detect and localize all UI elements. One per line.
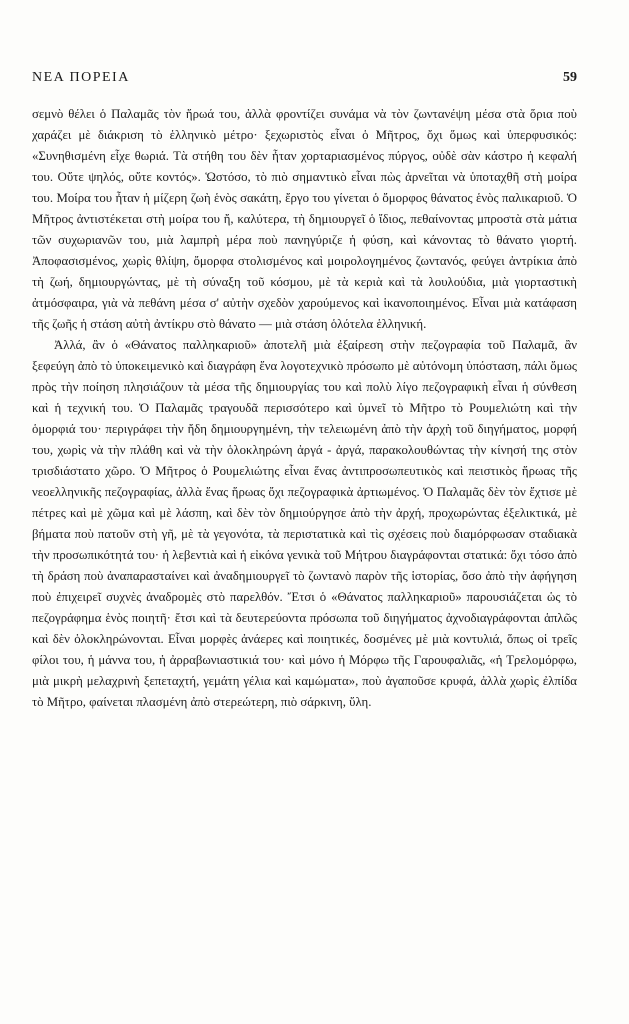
paragraph-2: Ἀλλά, ἂν ὁ «Θάνατος παλληκαριοῦ» ἀποτελῆ μιὰ ἐξαίρεση στὴν πεζογραφία τοῦ Παλαμᾶ, ἂν ξεφεύγη ἀπὸ τὸ ὑποκειμενικὸ καὶ διαγράφη ἕνα λογοτεχνικὸ πρόσωπο μὲ αὐτόνομη ὑπόσταση, πάλι ὅμως πρὸς τὴν ποίηση πλησιάζουν τὰ μέσα τῆς δημιουργίας του καὶ πολὺ λίγο πεζογραφικὴ εἶναι ἡ σύνθεση καὶ ἡ τεχνική του. Ὁ Παλαμᾶς τραγουδᾶ περισσότερο καὶ ὑμνεῖ τὸ Μῆτρο τὸ Ρουμελιώτη καὶ τὴν ὁμορφιά του· περιγράφει τὴν ἤδη δημιουργημένη, τὴν τελειωμένη ἀπὸ τὴν ἀρχὴ τοῦ διηγήματος, μορφή του, χωρὶς νὰ τὴν πλάθη καὶ νὰ τὴν ὁλοκληρώνη ἀργά - ἀργά, παρακολουθώντας τὴν κίνησή της στὸν τρισδιάστατο χῶρο. Ὁ Μῆτρος ὁ Ρουμελιώτης εἶναι ἕνας ἀντιπροσωπευτικὸς καὶ πειστικὸς ἥρωας τῆς νεοελληνικῆς πεζογραφίας, ἀλλὰ ἕνας ἥρωας ὄχι πεζογραφικὰ ἀρτιωμένος. Ὁ Παλαμᾶς δὲν τὸν ἔχτισε μὲ πέτρες καὶ μὲ χῶμα καὶ μὲ λάσπη, καὶ δὲν τὸν δημιούργησε ἀπὸ τὴν ἀρχή, προχωρώντας ἐξελικτικά, μὲ βήματα ποὺ πατοῦν στὴ γῆ, μὲ τὰ γεγονότα, τὰ περιστατικὰ καὶ τὶς σχέσεις ποὺ διαμόρφωσαν σταδιακὰ τὴν προσωπικότητά του· ἡ λεβεντιὰ καὶ ἡ εἰκόνα γενικὰ τοῦ Μήτρου διαγράφονται στατικά: ὄχι τόσο ἀπὸ τὴ δράση ποὺ ἀναπαρασταίνει καὶ ἀναδημιουργεῖ τὸ ζωντανὸ παρὸν τῆς ἱστορίας, ὅσο ἀπὸ τὴν ἀφήγηση ποὺ ἐπιχειρεῖ συχνὲς ἀναδρομὲς στὸ παρελθόν. Ἔτσι ὁ «Θάνατος παλληκαριοῦ» παρουσιάζεται ὡς τὸ πεζογράφημα ἑνὸς ποιητῆ· ἔτσι καὶ τὰ δευτερεύοντα πρόσωπα τοῦ διηγήματος ἀχνοδιαγράφονται ἁπλῶς καὶ δὲν ὁλοκληρώνονται. Εἶναι μορφὲς ἀνάερες καὶ ποιητικές, δοσμένες μὲ μιὰ κοντυλιά, ὅπως οἱ τρεῖς φίλοι του, ἡ μάννα του, ἡ ἀρραβωνιαστικιά του· καὶ μόνο ἡ Μόρφω τῆς Γαρουφαλιᾶς, «ἡ Τρελομόρφω, μιὰ μικρὴ μελαχρινὴ ξεπεταχτή, γεμάτη γέλια καὶ καμώματα», ποὺ ἀγαποῦσε κρυφά, ἀλλὰ χωρὶς ἐλπίδα τὸ Μῆτρο, φαίνεται πλασμένη ἀπὸ στερεώτερη, πιὸ σάρκινη, ὕλη. [32, 338, 577, 709]
body-text [32, 104, 577, 713]
paragraph-1: σεμνὸ θέλει ὁ Παλαμᾶς τὸν ἥρωά του, ἀλλὰ φροντίζει συνάμα νὰ τὸν ζωντανέψη μέσα στὰ ὅρια ποὺ χαράζει μὲ διάκριση τὸ ἑλληνικὸ μέτρο· ξεχωριστὸς εἶναι ὁ Μῆτρος, ὄχι ὅμως καὶ ὑπερφυσικός: «Συνηθισμένη εἶχε θωριά. Τὰ στήθη του δὲν ἦταν χορταριασμένος πύργος, οὐδὲ σὰν κάστρο ἡ κεφαλή του. Οὔτε ψηλός, οὔτε κοντός». Ὡστόσο, τὸ πιὸ σημαντικὸ εἶναι πὼς ἀρνεῖται νὰ ὑποταχθῆ στὴ μοίρα του. Μοίρα του ἦταν ἡ μίζερη ζωὴ ἑνὸς σακάτη, ἔργο του γίνεται ὁ ὄμορφος θάνατος ἑνὸς παλικαριοῦ. Ὁ Μῆτρος ἀντιστέκεται στὴ μοίρα του ἤ, καλύτερα, τὴ δημιουργεῖ ὁ ἴδιος, πεθαίνοντας μπροστὰ στὰ μάτια τῶν συχωριανῶν του, μιὰ λαμπρὴ μέρα ποὺ πανηγύριζε ἡ φύση, καὶ κάνοντας τὸ θάνατο γιορτή. Ἀποφασισμένος, χωρὶς θλίψη, ὄμορφα στολισμένος καὶ μοιρολογημένος ζωντανός, φεύγει ἀντρίκια ἀπὸ τὴ ζωή, δημιουργώντας, μὲ τὴ σύναξη τοῦ κόσμου, μὲ τὰ κεριὰ καὶ τὰ λουλούδια, μιὰ γιορταστικὴ ἀτμόσφαιρα, γιὰ νὰ πεθάνη μέσα σ' αὐτὴν σχεδὸν χαρούμενος καὶ ἱκανοποιημένος. Εἶναι μιὰ κατάφαση τῆς ζωῆς ἡ στάση αὐτὴ ἀντίκρυ στὸ θάνατο — μιὰ στάση ὁλότελα ἑλληνική. [32, 107, 577, 331]
page-number: 59 [563, 70, 577, 85]
running-head: ΝΕΑ ΠΟΡΕΙΑ [32, 70, 130, 85]
page-header [32, 70, 577, 90]
